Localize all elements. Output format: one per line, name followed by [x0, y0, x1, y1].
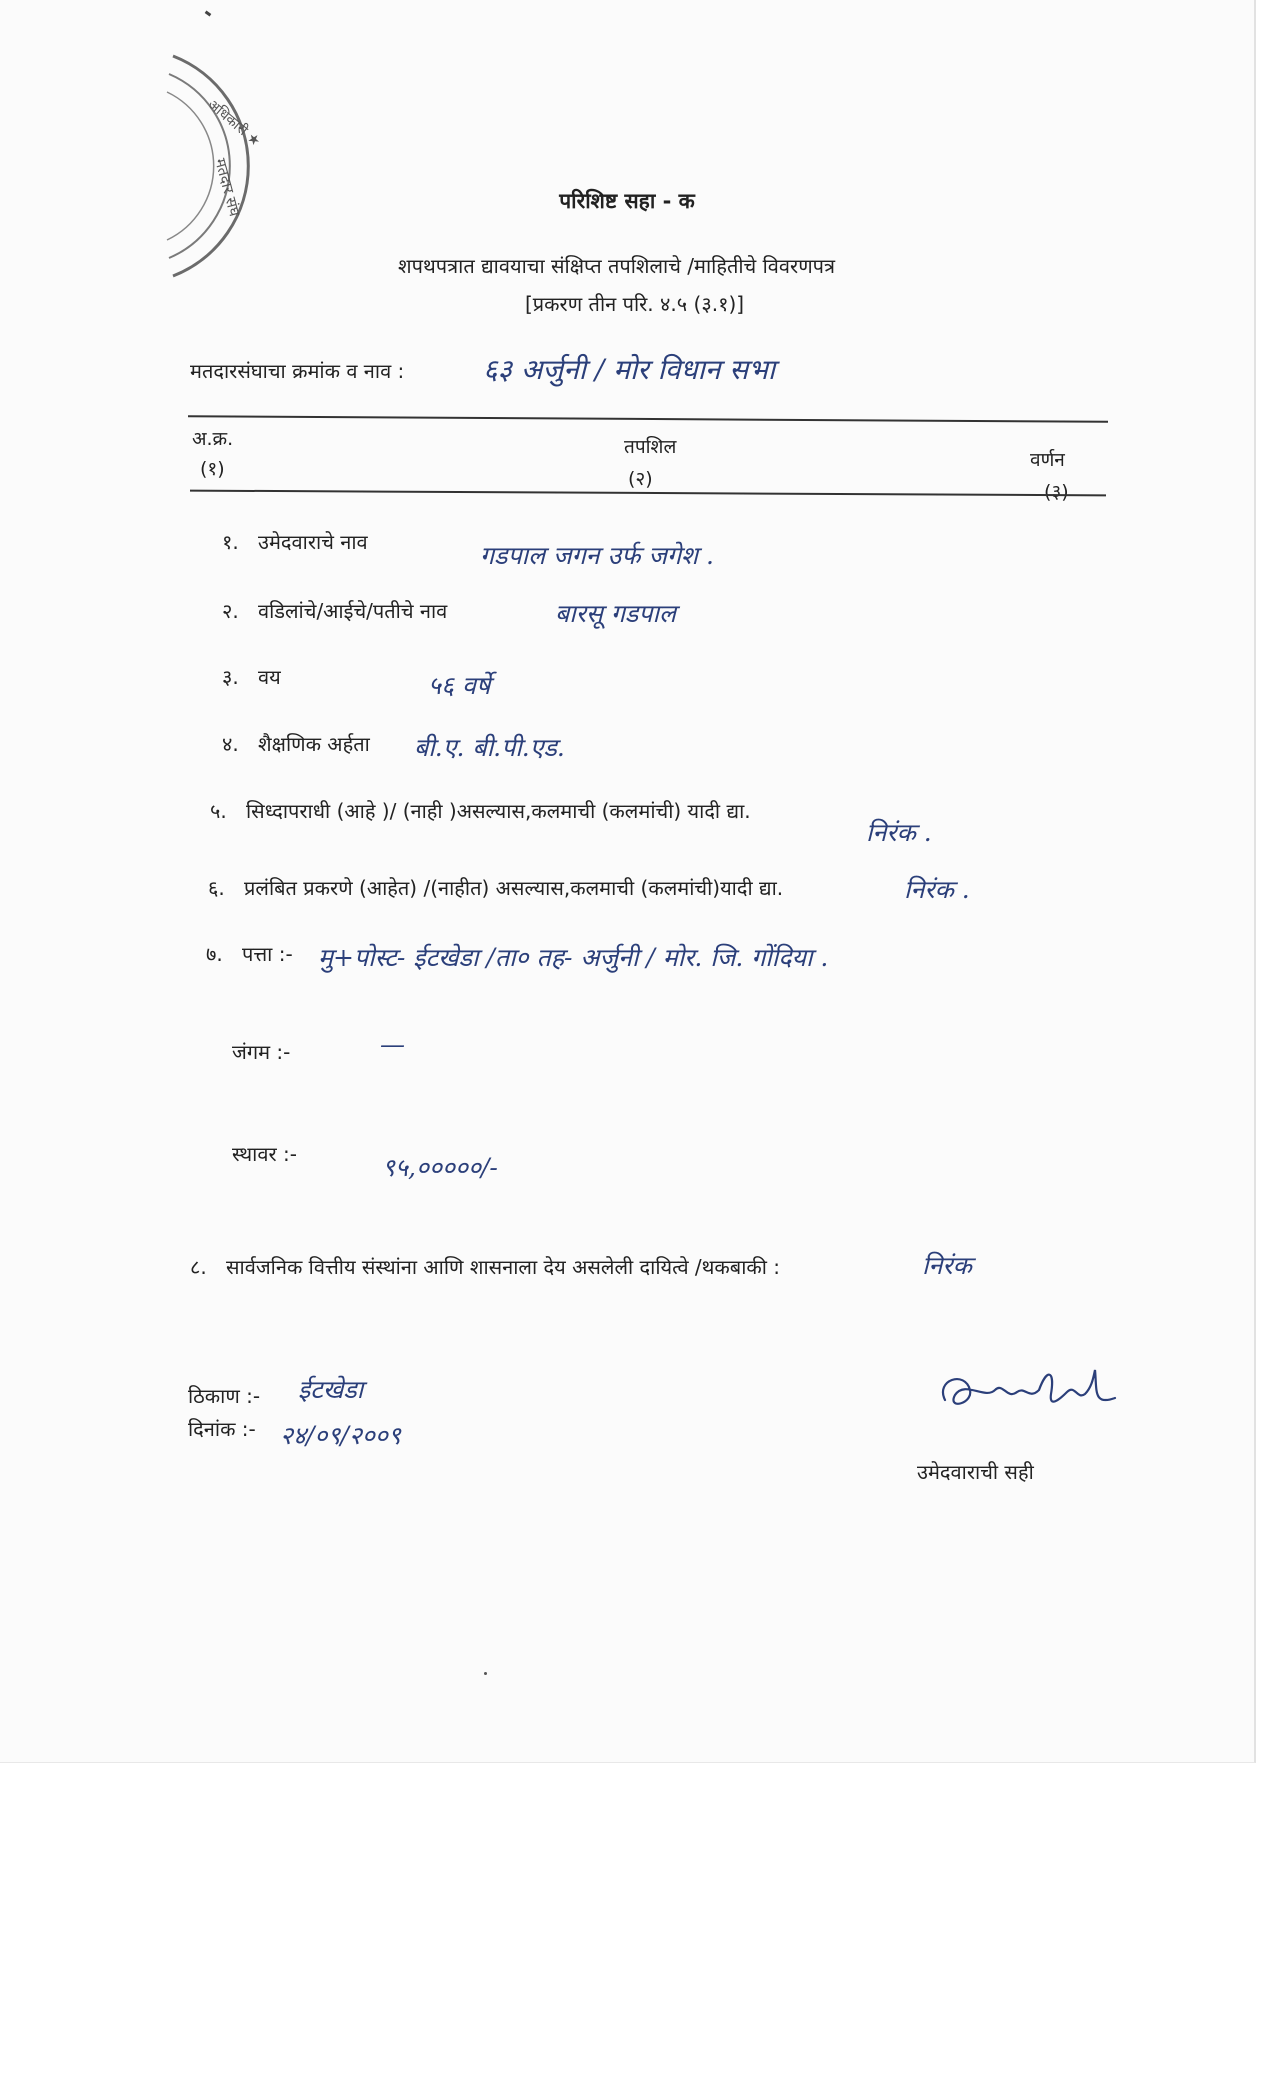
- official-stamp: [95, 40, 275, 290]
- candidate-signature: [925, 1360, 1125, 1430]
- place-label: ठिकाण :-: [188, 1384, 261, 1408]
- item-3-number: ३.: [222, 665, 239, 689]
- scan-mark: [205, 11, 212, 17]
- immovable-value: ९५,०००००/-: [382, 1153, 498, 1182]
- header-top-rule: [188, 415, 1108, 423]
- item-3-label: वय: [258, 665, 281, 689]
- item-4-number: ४.: [222, 732, 239, 756]
- item-7-value: मु+पोस्ट- ईटखेडा /ता० तह- अर्जुनी / मोर. जि. गोंदिया .: [318, 943, 829, 972]
- col2-number: (२): [628, 468, 653, 490]
- movable-label: जंगम :-: [232, 1040, 291, 1064]
- date-value: २४/०९/२००९: [280, 1421, 401, 1450]
- item-7-label: पत्ता :-: [242, 942, 293, 966]
- signature-label: उमेदवाराची सही: [917, 1460, 1034, 1484]
- item-5-value: निरंक .: [866, 818, 932, 847]
- item-1-number: १.: [222, 530, 239, 554]
- item-6-number: ६.: [208, 876, 225, 900]
- date-label: दिनांक :-: [188, 1417, 256, 1441]
- col3-number: (३): [1044, 481, 1069, 503]
- scan-dot: [484, 1672, 487, 1675]
- immovable-label: स्थावर :-: [232, 1142, 297, 1166]
- item-2-number: २.: [222, 599, 239, 623]
- item-4-label: शैक्षणिक अर्हता: [258, 732, 370, 756]
- col3-label: वर्णन: [1030, 449, 1065, 471]
- item-1-value: गडपाल जगन उर्फ जगेश .: [480, 541, 714, 570]
- place-value: ईटखेडा: [298, 1375, 364, 1404]
- item-5-number: ५.: [210, 799, 227, 823]
- item-6-value: निरंक .: [904, 875, 970, 904]
- item-5-label: सिध्दापराधी (आहे )/ (नाही )असल्यास,कलमाची (कलमांची) यादी द्या.: [246, 799, 751, 823]
- item-1-label: उमेदवाराचे नाव: [258, 530, 368, 554]
- item-3-value: ५६ वर्षे: [428, 671, 491, 700]
- item-7-number: ७.: [206, 942, 223, 966]
- page-subtitle: शपथपत्रात द्यावयाचा संक्षिप्त तपशिलाचे /माहितीचे विवरणपत्र: [398, 254, 836, 278]
- col1-label: अ.क्र.: [192, 428, 234, 450]
- constituency-label: मतदारसंघाचा क्रमांक व नाव :: [190, 359, 405, 383]
- item-2-label: वडिलांचे/आईचे/पतीचे नाव: [258, 599, 448, 623]
- item-2-value: बारसू गडपाल: [555, 599, 676, 628]
- svg-text:अधिकारी ★: अधिकारी ★: [204, 96, 264, 150]
- item-4-value: बी.ए. बी.पी.एड.: [414, 733, 565, 762]
- item-8-label: सार्वजनिक वित्तीय संस्थांना आणि शासनाला देय असलेली दायित्वे /थकबाकी :: [226, 1255, 781, 1279]
- item-8-value: निरंक: [922, 1251, 972, 1280]
- col2-label: तपशिल: [624, 436, 677, 458]
- page-reference: [प्रकरण तीन परि. ४.५ (३.१)]: [525, 292, 745, 316]
- movable-value: —: [380, 1030, 405, 1059]
- item-8-number: ८.: [190, 1255, 207, 1279]
- svg-text:मतदार संघ: मतदार संघ: [211, 156, 244, 219]
- item-6-label: प्रलंबित प्रकरणे (आहेत) /(नाहीत) असल्यास,कलमाची (कलमांची)यादी द्या.: [244, 876, 784, 900]
- page-title: परिशिष्ट सहा - क: [559, 189, 695, 213]
- col1-number: (१): [200, 458, 225, 480]
- constituency-value: ६३ अर्जुनी / मोर विधान सभा: [483, 353, 776, 386]
